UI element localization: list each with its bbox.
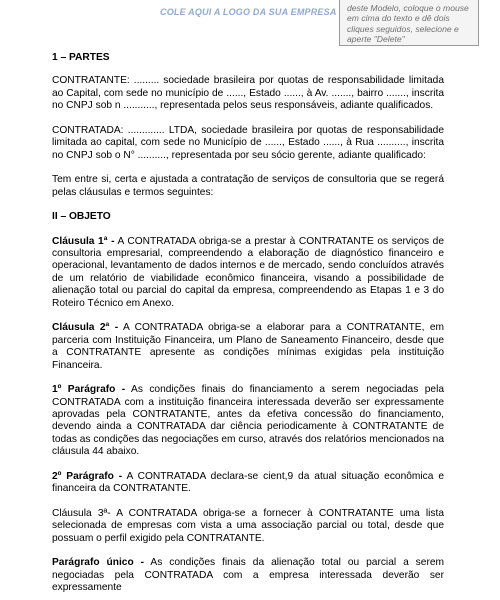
section-heading-partes: 1 – PARTES — [52, 52, 110, 63]
contratante-paragraph: CONTRATANTE: ......... sociedade brasileira por quotas de responsabilidade limitada ao Capital, com sede no município de ......, Estado ......, à Av. ......., bairro ......., inscrita no CNPJ sob n ..........., representada pelos seus responsáveis, adiante qualificados. — [52, 75, 444, 112]
contratada-paragraph: CONTRATADA: ............. LTDA, sociedade brasileira por quotas de responsabilidade limitada ao capital, com sede no Município de ......, Estado ......, à Rua .........., inscrita no CNPJ sob o N° .........., representada por seu sócio gerente, adiante qualificado: — [52, 124, 444, 161]
clausula-1-text: A CONTRATADA obriga-se a prestar à CONTRATANTE os serviços de consultoria empresarial, compreendendo a elaboração de diagnóstico financeiro e operacional, levantamento de dados internos e de mercado, sendo concluídos através de um relatório de viabilidade econômico financeira, visando a possibilidade de alienação total ou parcial do capital da empresa, compreendendo as Etapas 1 e 3 do Roteiro Técnico em Anexo. — [52, 235, 445, 309]
instruction-note-box — [339, 0, 479, 46]
paragrafo-1 — [52, 384, 444, 459]
instruction-note-text: deste Modelo, coloque o mouse em cima do texto e dê dois cliques seguidos, selecione e aperte "Delete" — [347, 3, 469, 45]
paragrafo-2-label: 2º Parágrafo - — [52, 470, 123, 482]
clausula-3-paragraph: Cláusula 3ª- A CONTRATADA obriga-se a fornecer à CONTRATANTE uma lista selecionada de empresas com vista a uma associação parcial ou total, desde que possuam o perfil exigido pela CONTRATANTE. — [52, 507, 444, 544]
clausula-2-text: A CONTRATADA obriga-se a elaborar para a CONTRATANTE, em parceria com Instituição Financeira, um Plano de Saneamento Financeiro, desde que a CONTRATANTE apresente as condições mínimas exigidas pela instituição Financeira. — [52, 322, 444, 371]
paragrafo-1-text: As condições finais do financiamento a serem negociadas pela CONTRATADA com a instituição financeira interessada deverão ser expressamente aprovadas pela CONTRATANTE, antes da efetiva concessão do financiamento, devendo ainda a CONTRATADA dar ciência periodicamente à CONTRATANTE de todas as condições das negociações em curso, através dos relatórios mencionados na cláusula 44 abaixo. — [52, 384, 444, 458]
paragrafo-1-label: 1º Parágrafo - — [52, 384, 126, 396]
intro-paragraph: Tem entre si, certa e ajustada a contratação de serviços de consultoria que se regerá pelas cláusulas e termos seguintes: — [52, 174, 444, 198]
paragrafo-unico-label: Parágrafo único - — [52, 557, 145, 569]
paragrafo-2 — [52, 471, 444, 496]
clausula-1-label: Cláusula 1ª - — [52, 235, 115, 247]
clausula-1-paragraph — [52, 236, 444, 311]
paragrafo-2-text: A CONTRATADA declara-se cient,9 da atual situação econômica e financeira da CONTRATANTE. — [52, 470, 444, 495]
contract-document — [52, 52, 444, 594]
clausula-2-paragraph — [52, 322, 444, 372]
clausula-2-label: Cláusula 2ª - — [52, 322, 119, 334]
paragrafo-unico-text: As condições finais da alienação total ou parcial a serem negociadas pela CONTRATADA com a empresa interessada deverão ser expressamente — [52, 557, 444, 593]
section-heading-objeto: II – OBJETO — [52, 211, 111, 223]
paragrafo-unico — [52, 557, 444, 594]
logo-placeholder-text: COLE AQUI A LOGO DA SUA EMPRESA — [160, 7, 337, 17]
